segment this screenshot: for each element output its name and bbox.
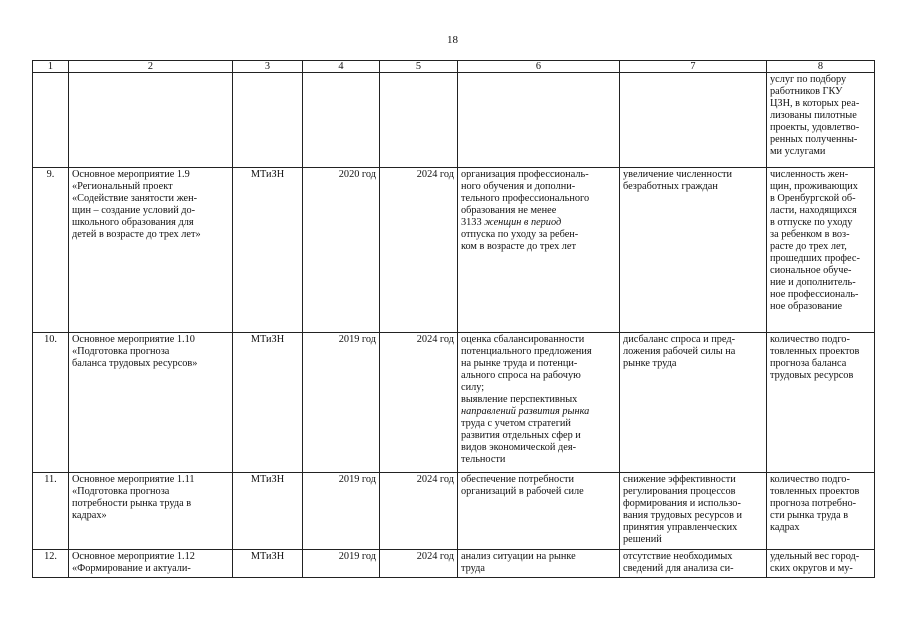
cell-indicator: количество подго- товленных проектов прогноза баланса трудовых ресурсов [767,333,875,473]
cell-expected-result [458,473,620,550]
cell-consequence: снижение эффективности регулирования процессов формирования и использо- вания трудовых ресурсов и принятия управленческих решений [620,473,767,550]
cell-empty [69,73,233,168]
result-text-italic: направлений развития рынка [461,406,590,417]
result-text: обеспечение потребности организаций в рабочей силе [461,474,584,497]
cell-empty [233,73,303,168]
cell-expected-result [458,550,620,578]
header-col-7: 7 [620,61,767,73]
cell-start-year: 2020 год [303,168,380,333]
cell-empty [458,73,620,168]
header-col-6: 6 [458,61,620,73]
header-col-8: 8 [767,61,875,73]
cell-start-year: 2019 год [303,333,380,473]
cell-indicator: количество подго- товленных проектов прогноза потребно- сти рынка труда в кадрах [767,473,875,550]
cell-end-year: 2024 год [380,168,458,333]
cell-expected-result [458,168,620,333]
header-col-1: 1 [33,61,69,73]
cell-row-number: 10. [33,333,69,473]
table-row [33,473,875,550]
cell-expected-result [458,333,620,473]
cell-start-year: 2019 год [303,473,380,550]
cell-end-year: 2024 год [380,550,458,578]
cell-row-number: 9. [33,168,69,333]
table-row [33,550,875,578]
cell-empty [380,73,458,168]
cell-indicator: удельный вес город- ских округов и му- [767,550,875,578]
header-col-4: 4 [303,61,380,73]
cell-indicator: услуг по подбору работников ГКУ ЦЗН, в которых реа- лизованы пилотные проекты, удовлетво- ренных полученны- ми услугами [767,73,875,168]
cell-start-year: 2019 год [303,550,380,578]
header-col-2: 2 [69,61,233,73]
cell-empty [620,73,767,168]
header-col-5: 5 [380,61,458,73]
cell-indicator: численность жен- щин, проживающих в Оренбургской об- ласти, находящихся в отпуске по уходу за ребенком в воз- расте до трех лет, прошедших профес- сиональное обуче- ние и дополнитель- ное профессиональ- ное образование [767,168,875,333]
program-table [32,60,875,578]
table-row [33,168,875,333]
cell-executor: МТиЗН [233,168,303,333]
result-text: оценка сбалансированности потенциального предложения на рынке труда и потенци- ального спроса на рабочую силу; выявление перспективных [461,334,592,405]
cell-consequence: отсутствие необходимых сведений для анализа си- [620,550,767,578]
header-col-3: 3 [233,61,303,73]
cell-empty [33,73,69,168]
result-text: труда с учетом стратегий развития отдельных сфер и видов экономической дея- тельности [461,418,581,465]
cell-consequence: дисбаланс спроса и пред- ложения рабочей силы на рынке труда [620,333,767,473]
cell-end-year: 2024 год [380,473,458,550]
cell-end-year: 2024 год [380,333,458,473]
cell-activity-name: Основное мероприятие 1.12 «Формирование и актуали- [69,550,233,578]
header-row [33,61,875,73]
page-number: 18 [447,34,458,46]
cell-executor: МТиЗН [233,473,303,550]
cell-row-number: 12. [33,550,69,578]
cell-row-number: 11. [33,473,69,550]
cell-empty [303,73,380,168]
result-text: отпуска по уходу за ребен- ком в возрасте до трех лет [461,229,579,252]
table-row [33,333,875,473]
cell-executor: МТиЗН [233,550,303,578]
cell-activity-name: Основное мероприятие 1.9 «Региональный проект «Содействие занятости жен- щин – создание условий до- школьного образования для детей в возрасте до трех лет» [69,168,233,333]
cell-consequence: увеличение численности безработных граждан [620,168,767,333]
result-text: организация профессиональ- ного обучения и дополни- тельного профессионального образования не менее 3133 [461,169,590,228]
cell-activity-name: Основное мероприятие 1.10 «Подготовка прогноза баланса трудовых ресурсов» [69,333,233,473]
cell-activity-name: Основное мероприятие 1.11 «Подготовка прогноза потребности рынка труда в кадрах» [69,473,233,550]
result-text-italic: женщин в период [484,217,562,228]
table-row-continuation [33,73,875,168]
cell-executor: МТиЗН [233,333,303,473]
result-text: анализ ситуации на рынке труда [461,551,576,574]
